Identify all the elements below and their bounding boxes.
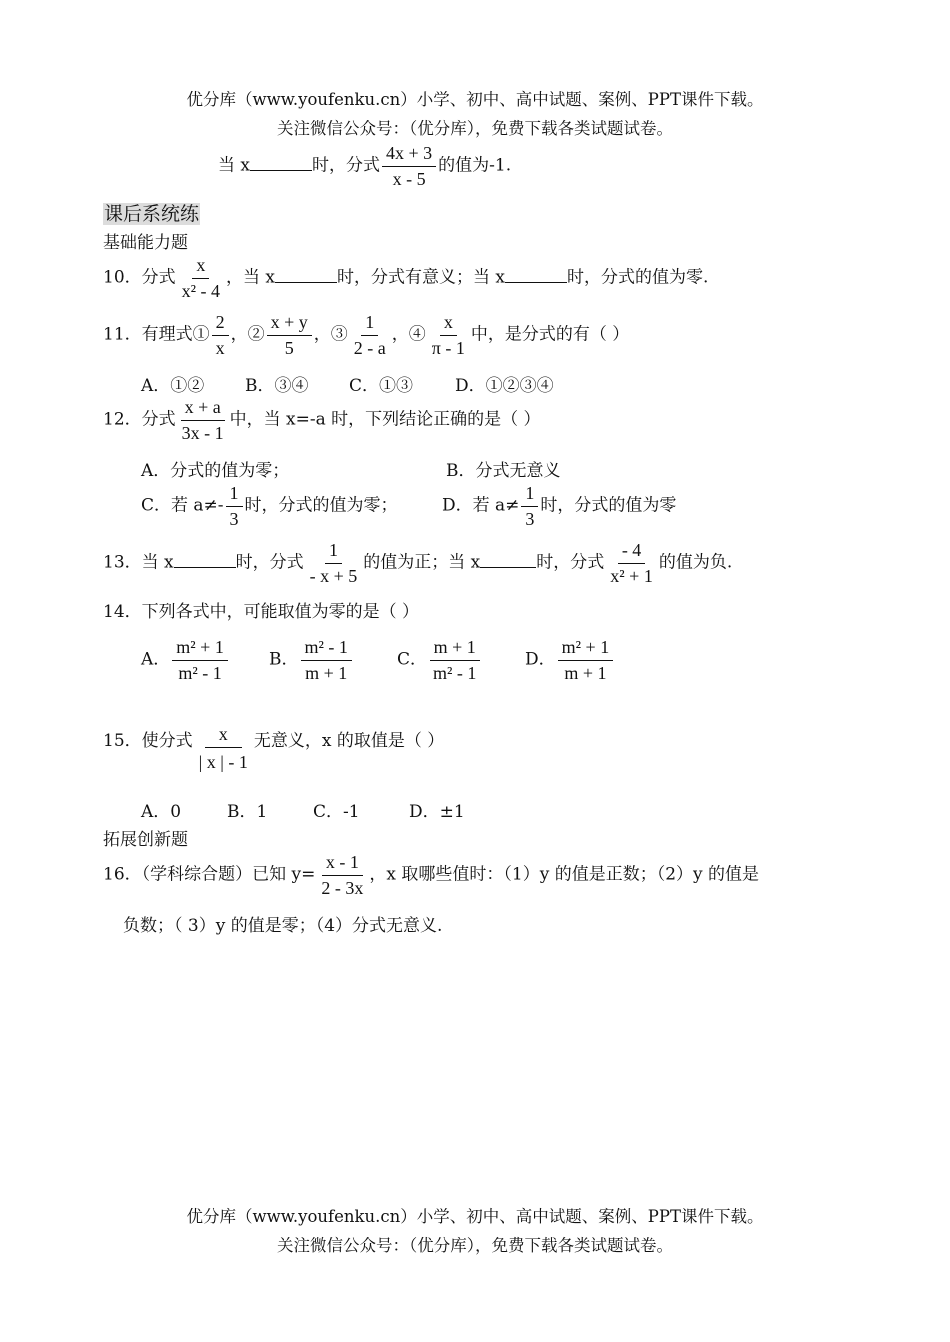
q11-option-a[interactable]: A．①② bbox=[141, 376, 205, 396]
intro-numerator: 4x + 3 bbox=[382, 143, 436, 167]
footer-line-2: 关注微信公众号：（优分库），免费下载各类试题试卷。 bbox=[277, 1236, 673, 1255]
q14-option-d[interactable]: D． $\frac{\text{m² + 1}}{m + 1}$ bbox=[525, 637, 615, 683]
q11-option-b[interactable]: B．③④ bbox=[245, 376, 309, 396]
q15-options bbox=[141, 797, 465, 822]
q12-fraction: $\frac{x + a}{3x - 1}$ bbox=[181, 397, 224, 443]
intro-denominator: x - 5 bbox=[392, 168, 426, 189]
intro-line bbox=[218, 143, 511, 189]
question-13: 13．当 x 时，分式 $\frac{1}{- x + 5}$ 的值为正；当 x 时，分式 $\frac{- 4}{\text{x² + 1}}$ 的值为负. bbox=[103, 540, 733, 586]
intro-pre: 当 x bbox=[218, 155, 250, 176]
question-10: 10．分式 $\frac{x}{\text{x² - 4}}$ ，当 x 时，分式有意义；当 x 时，分式的值为零. bbox=[103, 255, 709, 301]
question-11: 11．有理式① $\frac{2}{x}$ ，② $\frac{x + y}{5}$ ，③ $\frac{1}{2 - a}$ ，④ $\frac{x}{\pi - 1}$ 中，是分式的有（ ） bbox=[103, 312, 630, 358]
question-14: 14．下列各式中，可能取值为零的是（ ） bbox=[103, 602, 420, 622]
q15-option-a[interactable]: A．0 bbox=[141, 802, 182, 822]
q13-blank-2 bbox=[480, 553, 536, 568]
q16-line-2: 负数；（ 3）y 的值是零；（4）分式无意义. bbox=[123, 916, 443, 936]
q14-option-b[interactable]: B． $\frac{\text{m² - 1}}{m + 1}$ bbox=[269, 637, 397, 683]
q14-options bbox=[141, 637, 615, 683]
q15-fraction: $\frac{x}{| x | - 1}$ bbox=[198, 724, 248, 772]
basic-title: 基础能力题 bbox=[103, 233, 188, 253]
q13-blank-1 bbox=[174, 553, 236, 568]
intro-blank bbox=[250, 156, 312, 171]
q14-option-a[interactable]: A． $\frac{\text{m² + 1}}{\text{m² - 1}}$ bbox=[141, 637, 269, 683]
intro-mid: 时，分式 bbox=[312, 155, 380, 176]
q15-option-c[interactable]: C．-1 bbox=[313, 802, 360, 822]
q10-blank-1 bbox=[275, 268, 337, 283]
q10-fraction: $\frac{x}{\text{x² - 4}}$ bbox=[181, 255, 221, 301]
header-line-2: 关注微信公众号：（优分库），免费下载各类试题试卷。 bbox=[277, 119, 673, 138]
q12-option-b[interactable]: B．分式无意义 bbox=[446, 461, 561, 481]
header-line-1: 优分库（www.youfenku.cn）小学、初中、高中试题、案例、PPT课件下载。 bbox=[186, 90, 764, 109]
q16-fraction: $\frac{x - 1}{2 - 3x}$ bbox=[321, 852, 364, 898]
q15-option-d[interactable]: D．±1 bbox=[409, 802, 465, 822]
extension-title: 拓展创新题 bbox=[103, 830, 188, 850]
question-15: 15．使分式 $\frac{x}{| x | - 1}$ 无意义，x 的取值是（ ） bbox=[103, 724, 445, 772]
q11-expr-2: $\frac{x + y}{5}$ bbox=[267, 312, 312, 358]
q11-expr-3: $\frac{1}{2 - a}$ bbox=[353, 312, 386, 358]
q12-option-c[interactable]: C．若 a≠- $\frac{1}{3}$ 时，分式的值为零； bbox=[141, 483, 398, 529]
question-12: 12．分式 $\frac{x + a}{3x - 1}$ 中，当 x=-a 时，下列结论正确的是（ ） bbox=[103, 397, 541, 443]
q11-expr-4: $\frac{x}{\pi - 1}$ bbox=[431, 312, 465, 358]
question-16: 16．（学科综合题）已知 y= $\frac{x - 1}{2 - 3x}$ ，x 取哪些值时：（1）y 的值是正数；（2）y 的值是 bbox=[103, 852, 760, 898]
q13-fraction-2: $\frac{- 4}{\text{x² + 1}}$ bbox=[610, 540, 653, 586]
q12-option-a[interactable]: A．分式的值为零； bbox=[141, 461, 290, 481]
q11-option-d[interactable]: D．①②③④ bbox=[455, 376, 554, 396]
q14-option-c[interactable]: C． $\frac{m + 1}{\text{m² - 1}}$ bbox=[397, 637, 525, 683]
q12-option-d[interactable]: D．若 a≠ $\frac{1}{3}$ 时，分式的值为零 bbox=[442, 483, 677, 529]
q15-option-b[interactable]: B．1 bbox=[227, 802, 268, 822]
intro-fraction bbox=[382, 143, 436, 189]
intro-post: 的值为-1. bbox=[438, 155, 512, 176]
q10-blank-2 bbox=[505, 268, 567, 283]
q13-fraction-1: $\frac{1}{- x + 5}$ bbox=[309, 540, 358, 586]
q11-option-c[interactable]: C．①③ bbox=[349, 376, 414, 396]
section-title: 课后系统练 bbox=[104, 203, 200, 225]
q11-expr-1: $\frac{2}{x}$ bbox=[212, 312, 229, 358]
footer-line-1: 优分库（www.youfenku.cn）小学、初中、高中试题、案例、PPT课件下载。 bbox=[186, 1207, 764, 1226]
q11-options bbox=[141, 371, 554, 396]
